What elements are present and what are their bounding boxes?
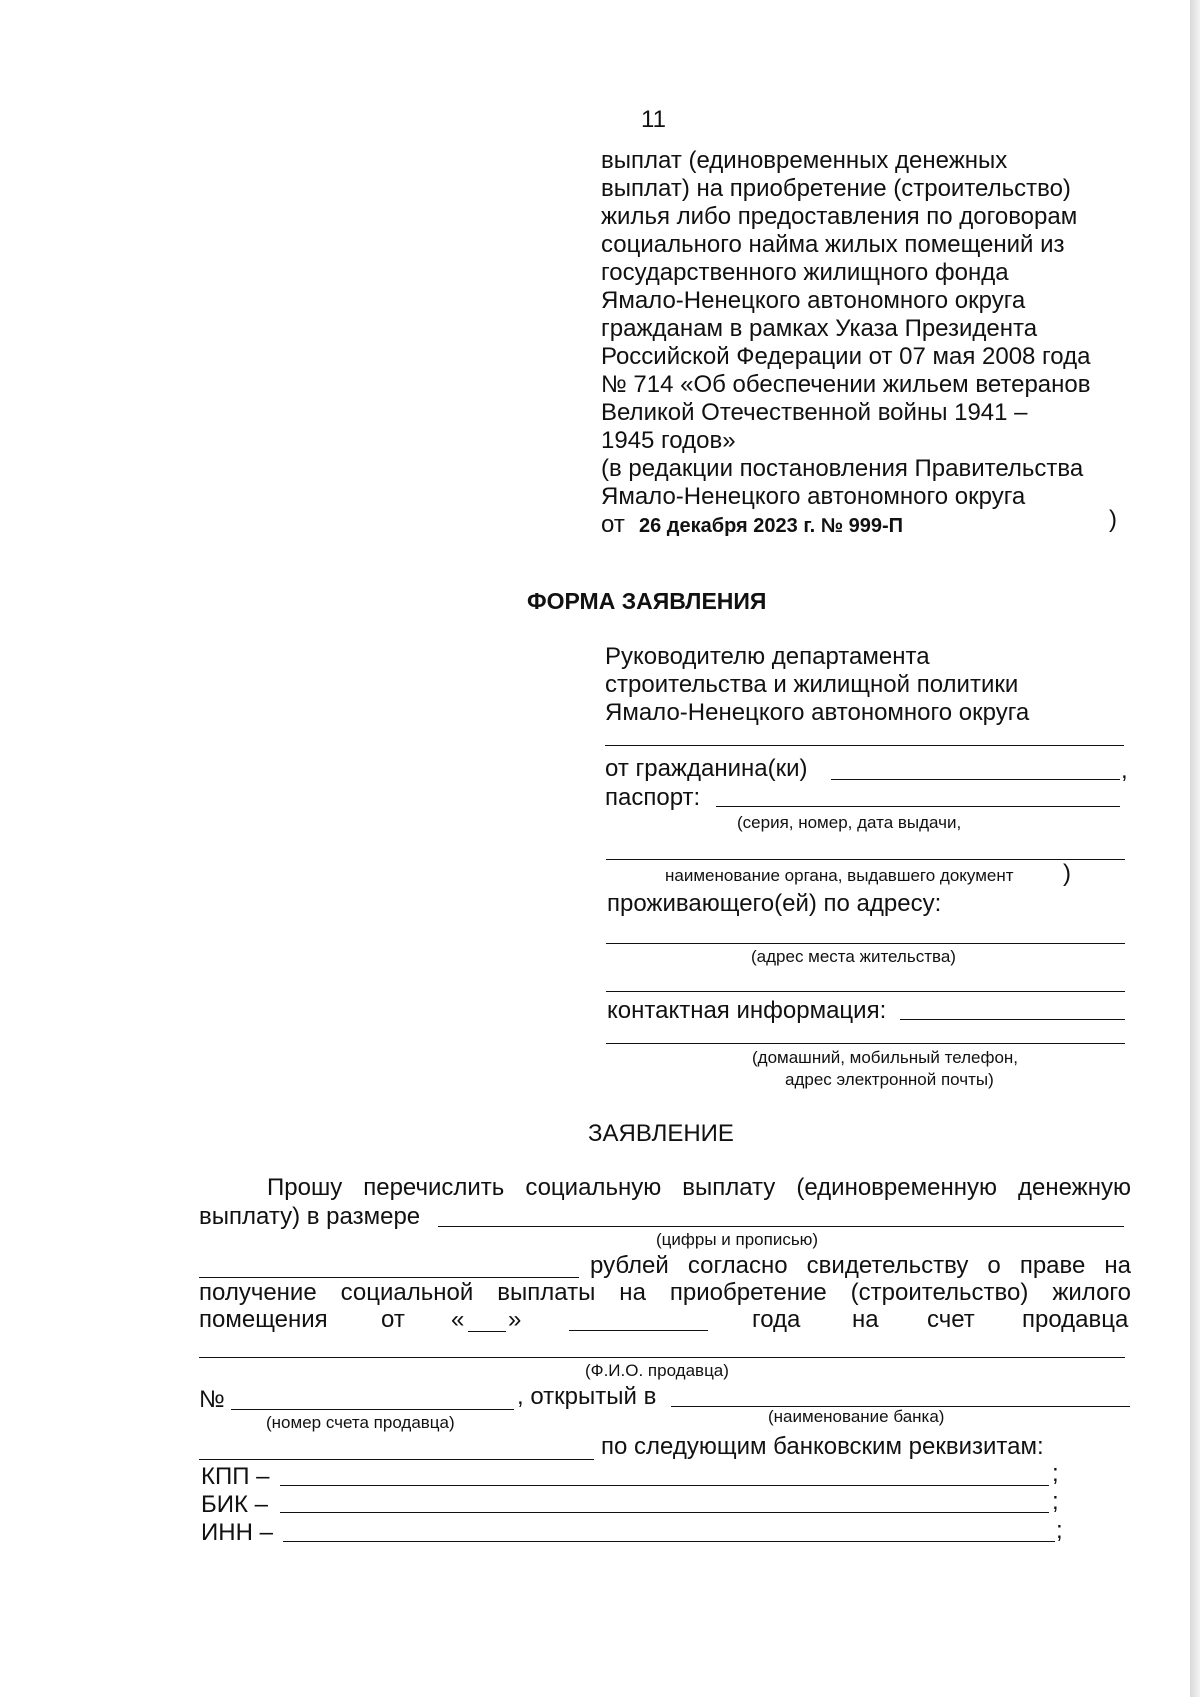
from-citizen-comma: , xyxy=(1121,757,1128,784)
inn-label: ИНН – xyxy=(201,1519,273,1546)
word: продавца xyxy=(1022,1306,1129,1333)
account-number-field[interactable] xyxy=(231,1409,514,1410)
caption-line: (в редакции постановления Правительства xyxy=(601,455,1084,482)
bank-details-label: по следующим банковским реквизитам: xyxy=(601,1433,1044,1460)
edition-prefix: от xyxy=(601,511,625,538)
semicolon: ; xyxy=(1056,1517,1063,1544)
address-field[interactable] xyxy=(606,943,1125,944)
bank-continued-field[interactable] xyxy=(199,1459,594,1460)
passport-hint: (серия, номер, дата выдачи, xyxy=(737,813,962,832)
word: « xyxy=(451,1306,465,1333)
caption-line: социального найма жилых помещений из xyxy=(601,231,1065,258)
opened-in-label: , открытый в xyxy=(517,1383,657,1410)
issuer-hint-close: ) xyxy=(1063,860,1071,887)
caption-line: № 714 «Об обеспечении жильем ветеранов xyxy=(601,371,1091,398)
amount-hint: (цифры и прописью) xyxy=(656,1230,819,1249)
body-line-1: Прошу перечислить социальную выплату (единовременную денежную xyxy=(267,1174,1131,1201)
word: помещения xyxy=(199,1306,328,1333)
address-hint: (адрес места жительства) xyxy=(751,947,956,966)
bik-label: БИК – xyxy=(201,1491,268,1518)
contact-field-2[interactable] xyxy=(606,1043,1125,1044)
issuer-hint: наименование органа, выдавшего документ xyxy=(665,866,1014,885)
caption-line: 1945 годов» xyxy=(601,427,736,454)
contact-label: контактная информация: xyxy=(607,997,887,1024)
contact-hint: (домашний, мобильный телефон, xyxy=(752,1048,1019,1067)
from-citizen-label: от гражданина(ки) xyxy=(605,755,808,782)
semicolon: ; xyxy=(1052,1488,1059,1515)
caption-line: выплат) на приобретение (строительство) xyxy=(601,175,1071,202)
account-hint: (номер счета продавца) xyxy=(266,1413,455,1432)
caption-line: выплат (единовременных денежных xyxy=(601,147,1008,174)
citizen-name-field[interactable] xyxy=(831,779,1120,780)
passport-field[interactable] xyxy=(716,806,1120,807)
seller-hint: (Ф.И.О. продавца) xyxy=(585,1361,729,1380)
inn-field[interactable] xyxy=(283,1541,1055,1542)
caption-line: государственного жилищного фонда xyxy=(601,259,1009,286)
word: на xyxy=(852,1306,879,1333)
day-field[interactable] xyxy=(468,1331,506,1332)
bik-field[interactable] xyxy=(280,1512,1049,1513)
word: » xyxy=(508,1306,522,1333)
kpp-label: КПП – xyxy=(201,1463,270,1490)
edition-close: ) xyxy=(1109,506,1117,533)
caption-line: Ямало-Ненецкого автономного округа xyxy=(601,483,1026,510)
word: от xyxy=(381,1306,405,1333)
caption-line: гражданам в рамках Указа Президента xyxy=(601,315,1038,342)
month-year-field[interactable] xyxy=(569,1330,708,1331)
caption-line: Российской Федерации от 07 мая 2008 года xyxy=(601,343,1091,370)
form-title: ФОРМА ЗАЯВЛЕНИЯ xyxy=(527,588,767,614)
kpp-field[interactable] xyxy=(280,1485,1049,1486)
seller-name-field[interactable] xyxy=(199,1357,1125,1358)
caption-line: Великой Отечественной войны 1941 – xyxy=(601,399,1028,426)
contact-hint: адрес электронной почты) xyxy=(785,1070,994,1089)
body-line-4: получение социальной выплаты на приобретение (строительство) жилого xyxy=(199,1279,1131,1306)
caption-line: Ямало-Ненецкого автономного округа xyxy=(601,287,1026,314)
contact-field[interactable] xyxy=(900,1019,1125,1020)
addressee-line: Ямало-Ненецкого автономного округа xyxy=(605,699,1030,726)
addressee-blank[interactable] xyxy=(605,745,1124,746)
addressee-line: Руководителю департамента xyxy=(605,643,930,670)
residing-label: проживающего(ей) по адресу: xyxy=(607,890,942,917)
body-line-2: выплату) в размере xyxy=(199,1203,421,1230)
semicolon: ; xyxy=(1052,1460,1059,1487)
address-field-2[interactable] xyxy=(606,991,1125,992)
word: счет xyxy=(927,1306,975,1333)
caption-line: жилья либо предоставления по договорам xyxy=(601,203,1078,230)
amount-continued-field[interactable] xyxy=(199,1277,579,1278)
passport-label: паспорт: xyxy=(605,784,701,811)
passport-issuer-field[interactable] xyxy=(606,859,1125,860)
statement-title: ЗАЯВЛЕНИЕ xyxy=(588,1120,734,1147)
page-number: 11 xyxy=(641,106,666,133)
scan-edge xyxy=(1190,0,1200,1697)
account-prefix: № xyxy=(199,1386,225,1413)
addressee-line: строительства и жилищной политики xyxy=(605,671,1019,698)
bank-hint: (наименование банка) xyxy=(768,1407,945,1426)
edition-date: 26 декабря 2023 г. № 999-П xyxy=(639,515,904,537)
amount-field[interactable] xyxy=(438,1226,1124,1227)
body-line-3: рублей согласно свидетельству о праве на xyxy=(590,1252,1131,1279)
word: года xyxy=(752,1306,801,1333)
